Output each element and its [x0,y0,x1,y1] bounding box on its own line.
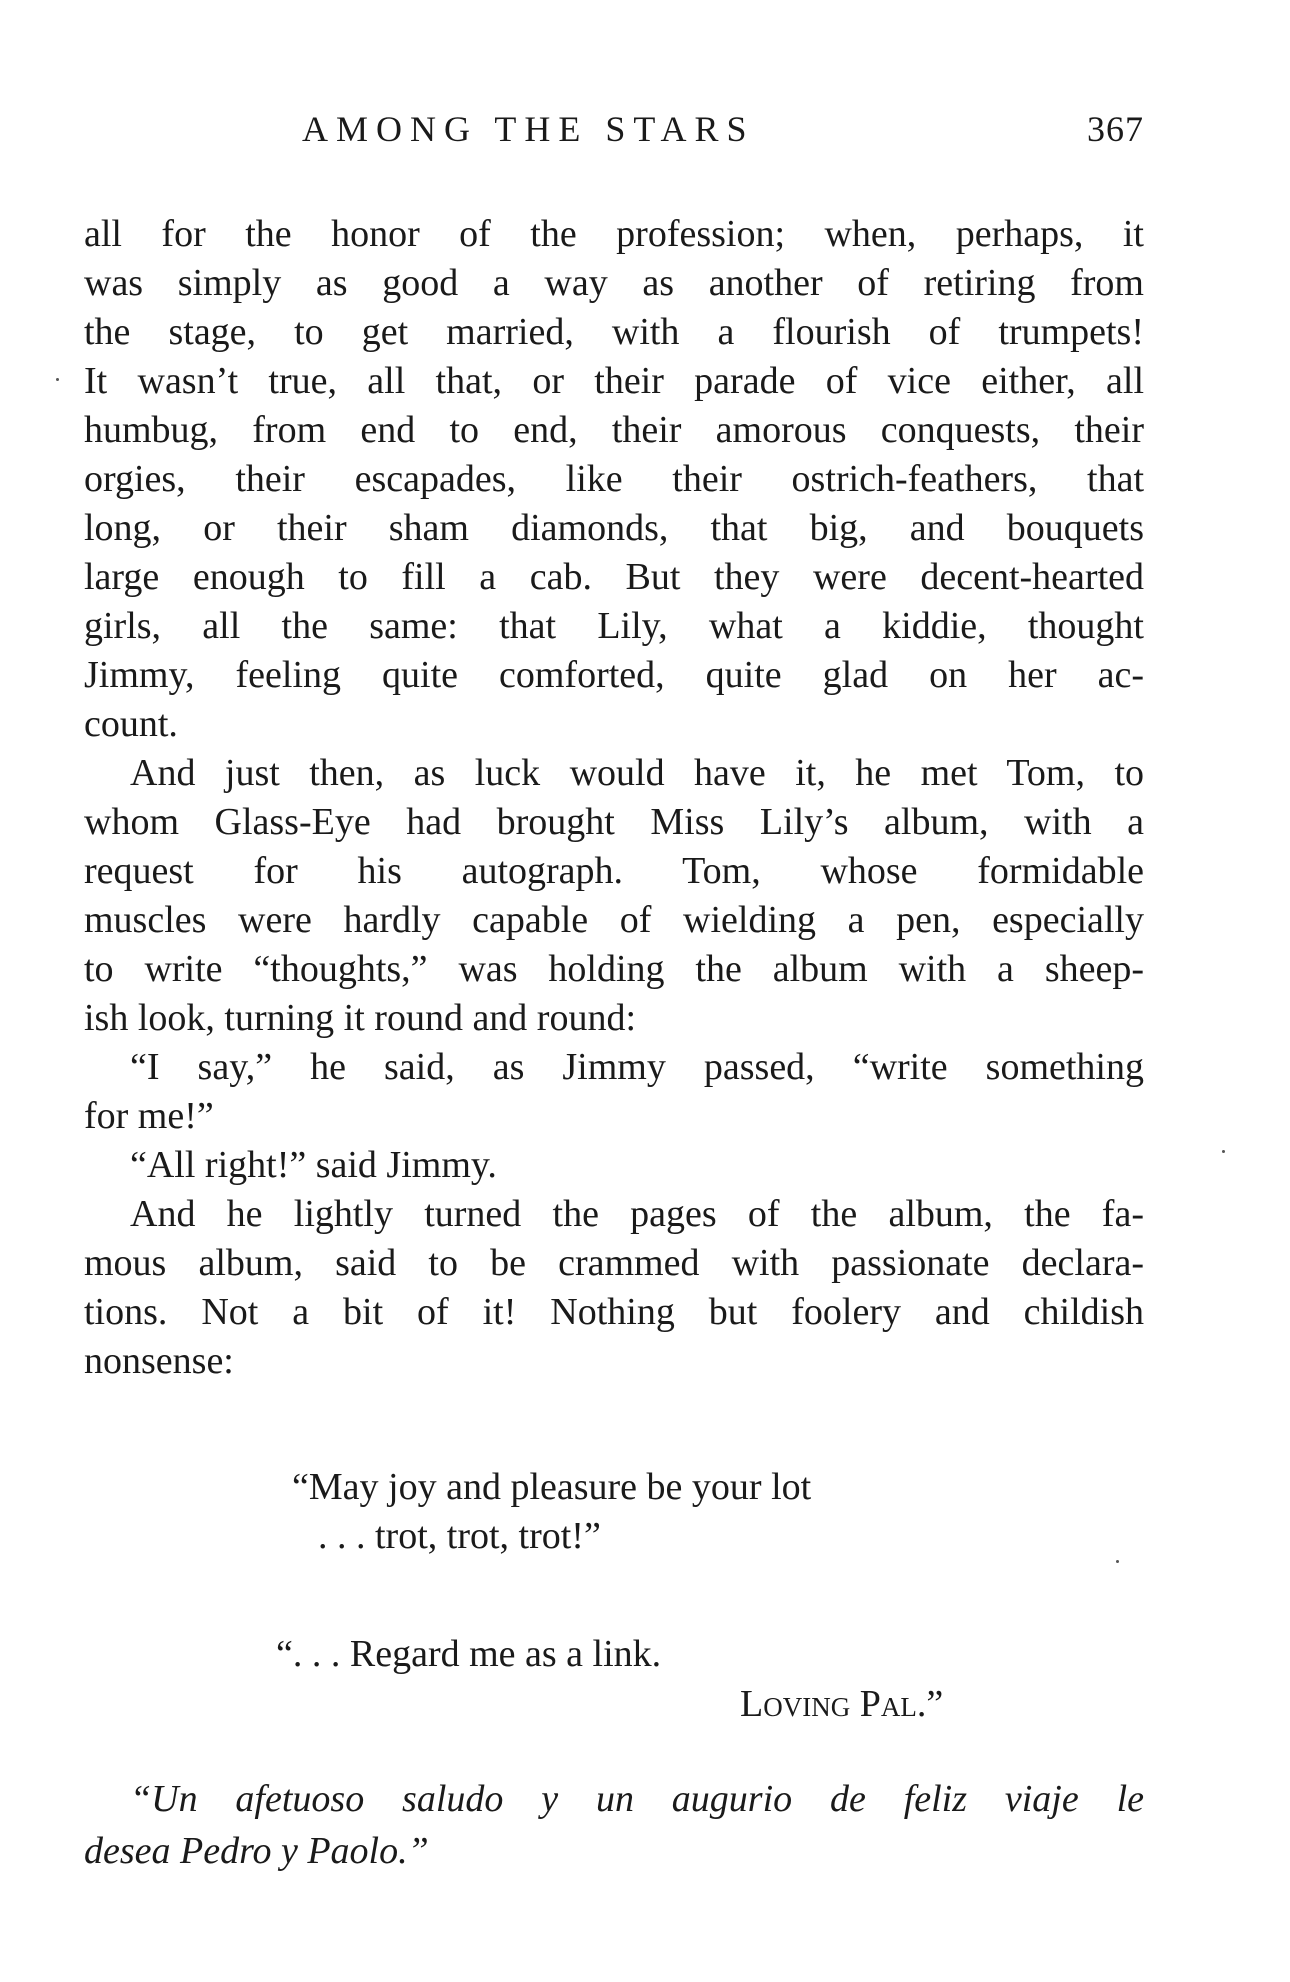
text-line: tions. Not a bit of it! Nothing but foolery and childish [84,1291,1144,1333]
paragraph-2 [84,749,1144,1043]
text-line: count. [84,703,178,745]
text-line: ish look, turning it round and round: [84,997,637,1039]
scan-speck [1116,1560,1119,1563]
signature-first: Loving [740,1683,851,1725]
text-line: It wasn’t true, all that, or their parade of vice either, all [84,360,1144,402]
paragraph-1 [84,210,1144,749]
page-number: 367 [1087,109,1144,149]
running-head: AMONG THE STARS [302,109,755,149]
page-header [84,108,1144,158]
text-line: request for his autograph. Tom, whose formidable [84,850,1144,892]
scan-speck [56,378,59,381]
text-line: for me!” [84,1095,214,1137]
text-line: “All right!” said Jimmy. [130,1144,497,1186]
signature-second: Pal.” [859,1683,944,1725]
scan-speck [1222,1150,1225,1153]
text-line: Jimmy, feeling quite comforted, quite glad on her ac- [84,654,1144,696]
body-text [84,210,1144,1386]
text-line: the stage, to get married, with a flourish of trumpets! [84,311,1144,353]
text-line: And he lightly turned the pages of the album, the fa- [130,1193,1144,1235]
paragraph-3 [84,1043,1144,1141]
text-line: all for the honor of the profession; when, perhaps, it [84,213,1144,255]
verse-2-signature [740,1680,943,1729]
text-line: “I say,” he said, as Jimmy passed, “write something [130,1046,1144,1088]
text-line: And just then, as luck would have it, he met Tom, to [130,752,1144,794]
paragraph-4 [84,1141,1144,1190]
spanish-quote [84,1773,1144,1877]
text-line: large enough to fill a cab. But they were decent-hearted [84,556,1144,598]
text-line: nonsense: [84,1340,234,1382]
text-line: long, or their sham diamonds, that big, and bouquets [84,507,1144,549]
text-line: to write “thoughts,” was holding the album with a sheep- [84,948,1144,990]
text-line: orgies, their escapades, like their ostrich-feathers, that [84,458,1144,500]
text-line: desea Pedro y Paolo.” [84,1830,429,1872]
paragraph-5 [84,1190,1144,1386]
text-line: girls, all the same: that Lily, what a kiddie, thought [84,605,1144,647]
text-line: muscles were hardly capable of wielding a pen, especially [84,899,1144,941]
verse-1-line-1: “May joy and pleasure be your lot [292,1466,812,1508]
text-line: whom Glass-Eye had brought Miss Lily’s album, with a [84,801,1144,843]
text-line: was simply as good a way as another of retiring from [84,262,1144,304]
text-line: mous album, said to be crammed with passionate declara- [84,1242,1144,1284]
verse-2-line-1: “. . . Regard me as a link. [276,1633,662,1675]
text-line: “Un afetuoso saludo y un augurio de feliz viaje le [130,1778,1144,1820]
verse-1-line-2: . . . trot, trot, trot!” [318,1515,601,1557]
text-line: humbug, from end to end, their amorous conquests, their [84,409,1144,451]
